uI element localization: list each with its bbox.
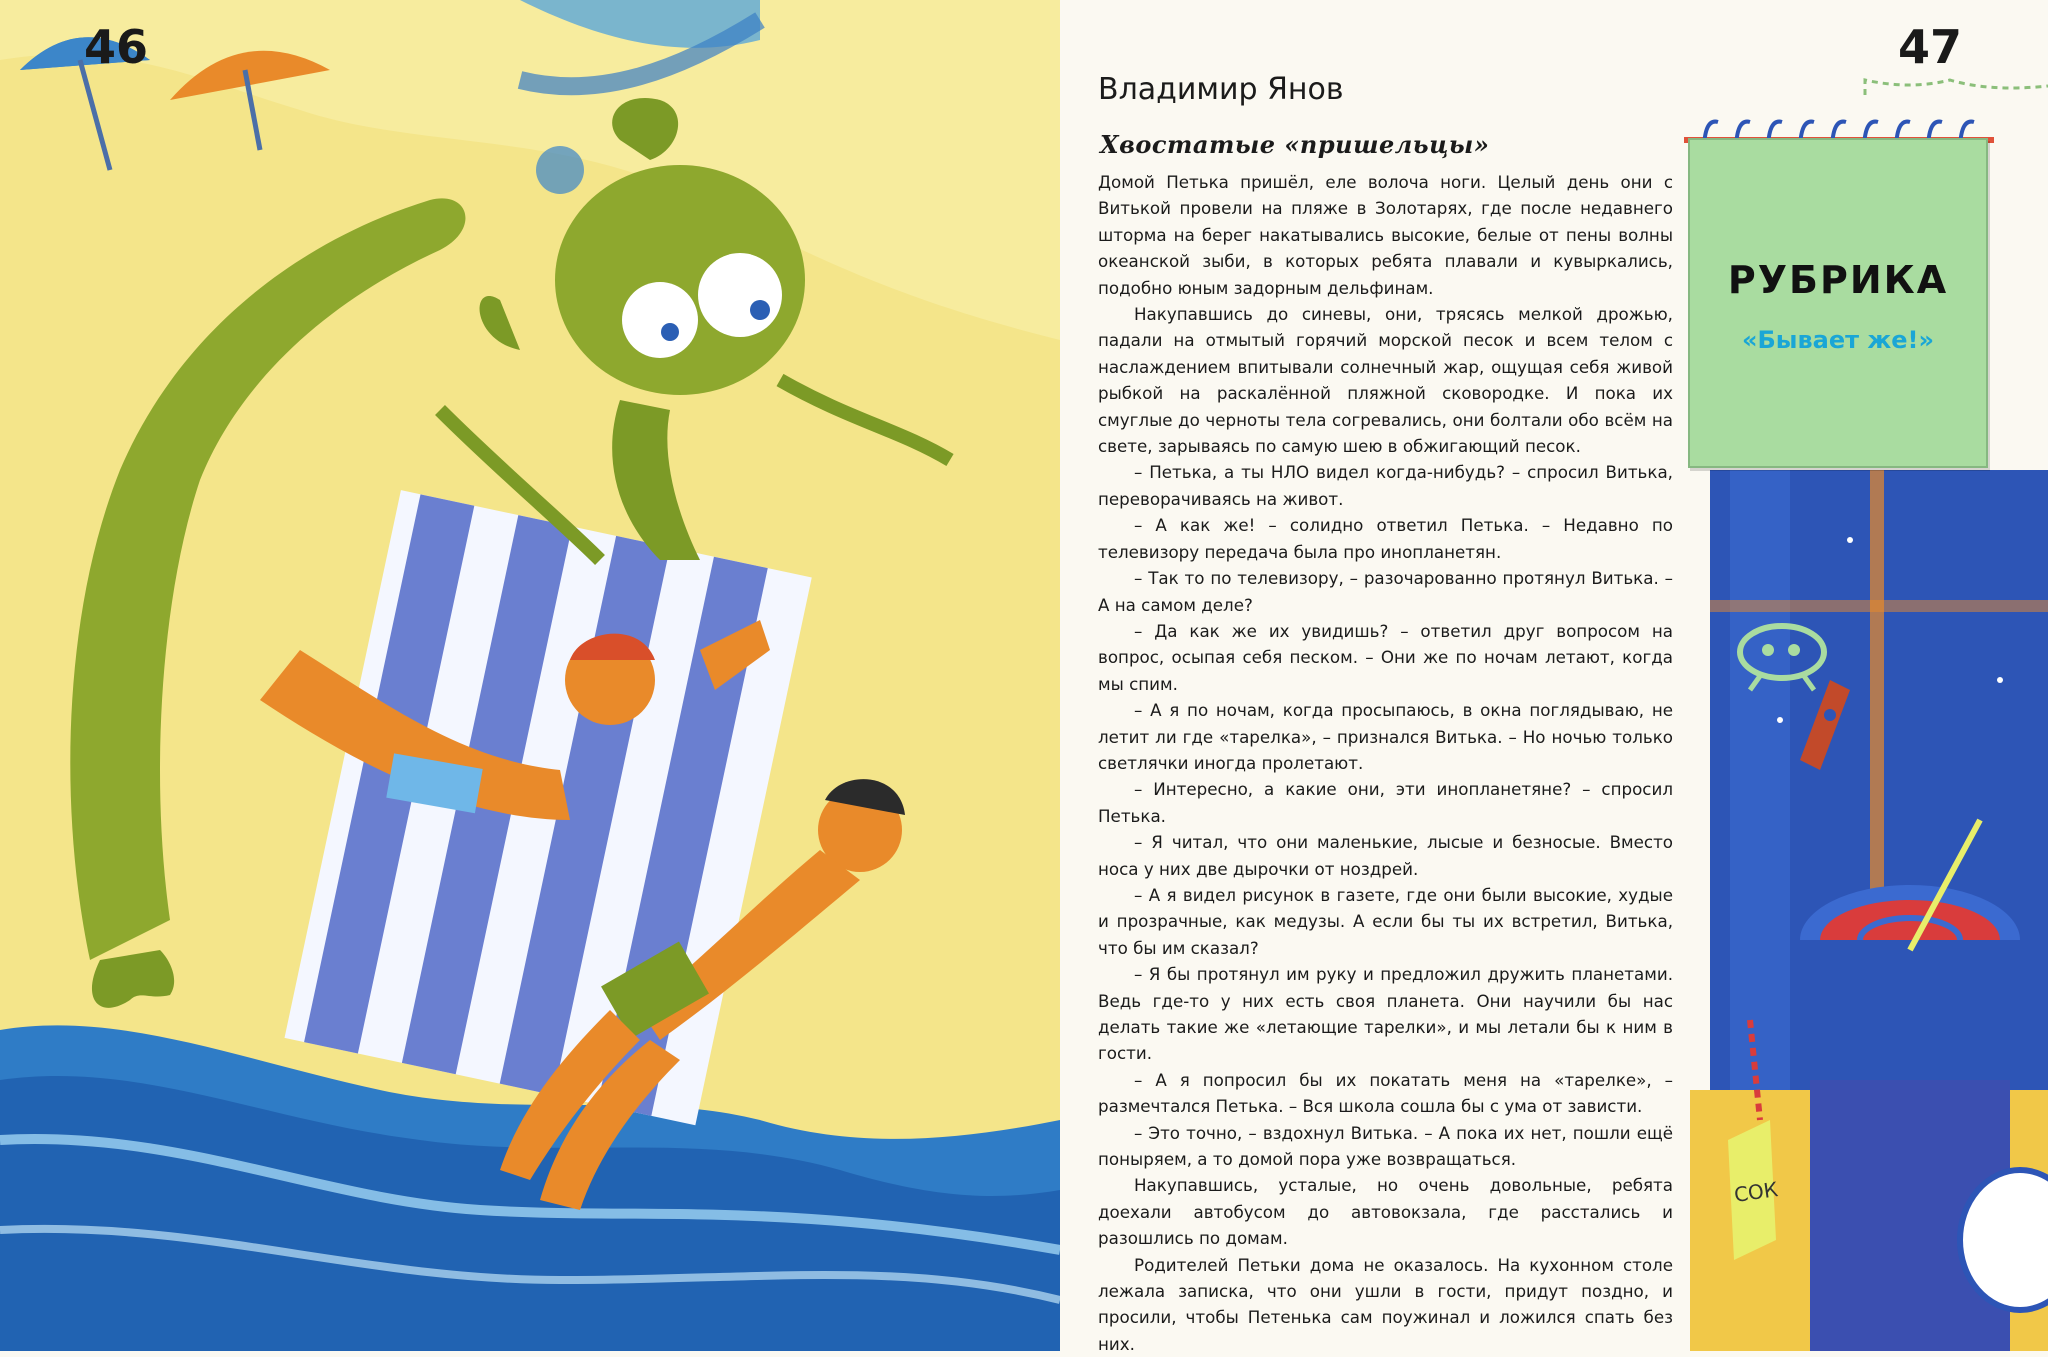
article-column: [1098, 72, 1673, 1357]
paragraph: Домой Петька пришёл, еле волоча ноги. Целый день они с Витькой провели на пляже в Золотарях, где после недавнего шторма на берег накатывались высокие, белые от пены волны океанской зыби, в которых ребята плавали и кувыркались, подобно юным задорным дельфинам.: [1098, 172, 1673, 298]
paragraph: Накупавшись до синевы, они, трясясь мелкой дрожью, падали на отмытый горячий морской песок и всем телом с наслаждением впитывали солнечный жар, ощущая себя живой рыбкой на раскалённой пляжной сковородке. И пока их смуглые до черноты тела согревались, они болтали обо всём на свете, зарываясь по самую шею в обжигающий песок.: [1098, 304, 1673, 457]
paragraph: – Так то по телевизору, – разочарованно протянул Витька. – А на самом деле?: [1098, 568, 1673, 615]
paragraph: – Да как же их увидишь? – ответил друг вопросом на вопрос, осыпая себя песком. – Они же по ночам летают, когда мы спим.: [1098, 620, 1673, 694]
rubric-subtitle: «Бывает же!»: [1741, 326, 1935, 354]
page-number-right: 47: [1898, 20, 1963, 74]
paragraph: Родителей Петьки дома не оказалось. На кухонном столе лежала записка, что они ушли в гости, придут поздно, и просили, чтобы Петенька сам поужинал и ложился спать без них.: [1098, 1254, 1673, 1354]
paragraph: – А я попросил бы их покатать меня на «тарелке», – размечтался Петька. – Вся школа сошла бы с ума от зависти.: [1098, 1069, 1673, 1117]
paragraph: – Я бы протянул им руку и предложил дружить планетами. Ведь где-то у них есть своя планета. Они научили бы нас делать такие же «летающие тарелки», и мы летали бы к ним в гости.: [1098, 964, 1673, 1064]
paragraph: – Я читал, что они маленькие, лысые и безносые. Вместо носа у них две дырочки от ноздрей.: [1098, 832, 1673, 879]
paragraph: – Это точно, – вздохнул Витька. – А пока их нет, пошли ещё поныряем, а то домой пора уже возвращаться.: [1098, 1122, 1673, 1170]
rubric-card: [1688, 138, 1988, 468]
paragraph: Накупавшись, усталые, но очень довольные, ребята доехали автобусом до автовокзала, где расстались и разошлись по домам.: [1098, 1175, 1673, 1249]
rubric-title: РУБРИКА: [1727, 258, 1949, 302]
paragraph: – Интересно, а какие они, эти инопланетяне? – спросил Петька.: [1098, 779, 1673, 826]
juice-carton-label: СОК: [1732, 1177, 1780, 1207]
paragraph: – Петька, а ты НЛО видел когда-нибудь? – спросил Витька, переворачиваясь на живот.: [1098, 462, 1673, 509]
paragraph: – А я по ночам, когда просыпаюсь, в окна поглядываю, не летит ли где «тарелка», – признался Витька. – Но ночью только светлячки иногда пролетают.: [1098, 700, 1673, 773]
author-name: Владимир Янов: [1098, 72, 1344, 107]
paragraph: – А как же! – солидно ответил Петька. – Недавно по телевизору передача была про инопланетян.: [1098, 515, 1673, 562]
article-body: [1098, 169, 1673, 1357]
page-number-left: 46: [84, 20, 149, 74]
paragraph: – А я видел рисунок в газете, где они были высокие, худые и прозрачные, как медузы. А если бы ты их встретил, Витька, что бы им сказал?: [1098, 884, 1673, 958]
story-title: Хвостатые «пришельцы»: [1100, 130, 1490, 159]
